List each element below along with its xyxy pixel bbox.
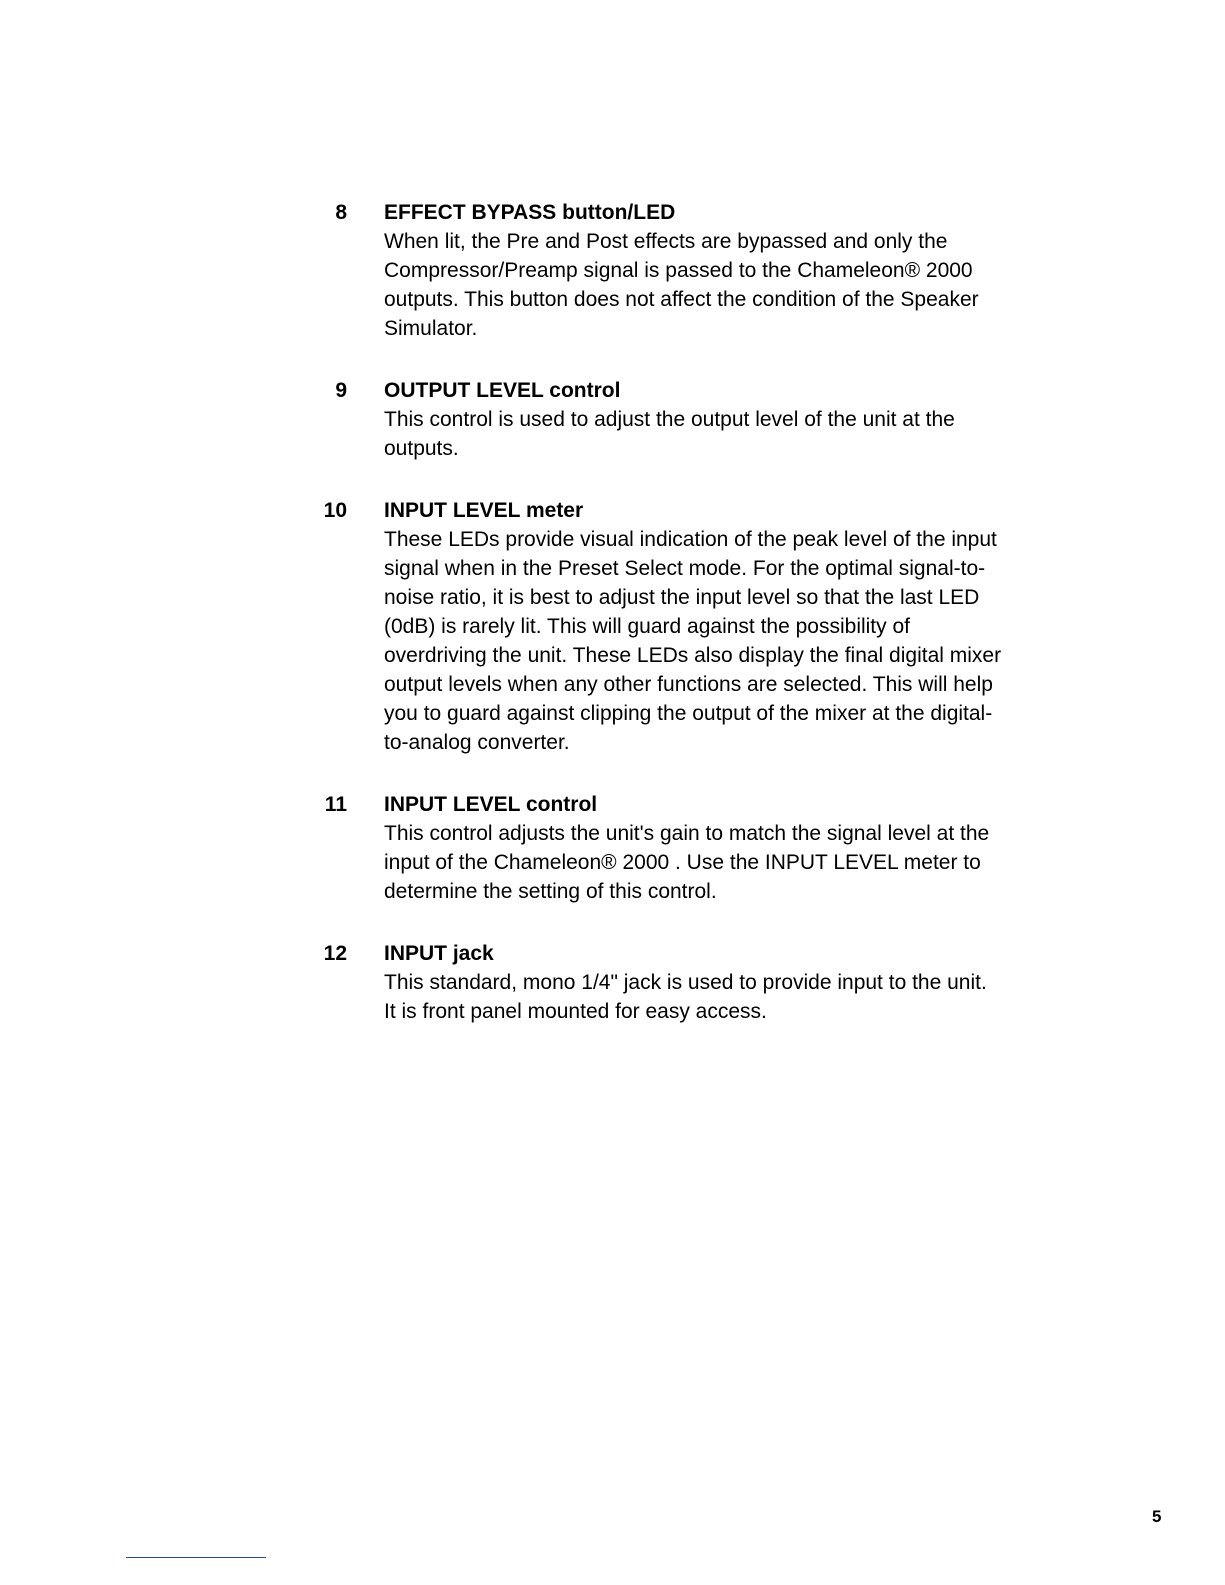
section-header (312, 496, 1132, 525)
body-line: outputs. (384, 437, 459, 460)
section-body (384, 525, 1132, 757)
document-body (312, 198, 1132, 1059)
section-header (312, 198, 1132, 227)
body-line: It is front panel mounted for easy access. (384, 1000, 767, 1023)
section-body (384, 819, 1132, 906)
section-input-level-meter (312, 496, 1132, 757)
body-line: overdriving the unit. These LEDs also display the final digital mixer (384, 644, 1002, 667)
section-header (312, 790, 1132, 819)
body-line: Compressor/Preamp signal is passed to the Chameleon® 2000 (384, 259, 973, 282)
section-body (384, 968, 1132, 1026)
body-line: This control is used to adjust the output level of the unit at the (384, 408, 955, 431)
section-title: EFFECT BYPASS button/LED (384, 201, 676, 224)
body-line: Simulator. (384, 317, 478, 340)
body-line: noise ratio, it is best to adjust the input level so that the last LED (384, 586, 980, 609)
section-header (312, 376, 1132, 405)
section-title: INPUT LEVEL meter (384, 499, 584, 522)
section-title: INPUT jack (384, 942, 494, 965)
section-header (312, 939, 1132, 968)
page-number: 5 (1152, 1507, 1162, 1526)
section-title: INPUT LEVEL control (384, 793, 598, 816)
body-line: to-analog converter. (384, 731, 570, 754)
body-line: output levels when any other functions are selected. This will help (384, 673, 993, 696)
body-line: input of the Chameleon® 2000 . Use the INPUT LEVEL meter to (384, 851, 981, 874)
section-effect-bypass (312, 198, 1132, 343)
section-input-jack (312, 939, 1132, 1026)
body-line: These LEDs provide visual indication of the peak level of the input (384, 528, 997, 551)
section-number: 8 (335, 201, 347, 224)
body-line: determine the setting of this control. (384, 880, 717, 903)
section-title: OUTPUT LEVEL control (384, 379, 621, 402)
section-output-level-control (312, 376, 1132, 463)
body-line: This control adjusts the unit's gain to match the signal level at the (384, 822, 990, 845)
section-number: 12 (323, 942, 347, 965)
section-number: 9 (335, 379, 347, 402)
body-line: (0dB) is rarely lit. This will guard against the possibility of (384, 615, 910, 638)
section-number: 10 (323, 499, 347, 522)
section-body (384, 227, 1132, 343)
section-body (384, 405, 1132, 463)
body-line: When lit, the Pre and Post effects are bypassed and only the (384, 230, 948, 253)
body-line: outputs. This button does not affect the condition of the Speaker (384, 288, 979, 311)
body-line: signal when in the Preset Select mode. For the optimal signal-to- (384, 557, 986, 580)
body-line: This standard, mono 1/4" jack is used to provide input to the unit. (384, 971, 987, 994)
section-input-level-control (312, 790, 1132, 906)
body-line: you to guard against clipping the output of the mixer at the digital- (384, 702, 993, 725)
section-number: 11 (324, 793, 347, 816)
footer-rule (126, 1557, 266, 1558)
